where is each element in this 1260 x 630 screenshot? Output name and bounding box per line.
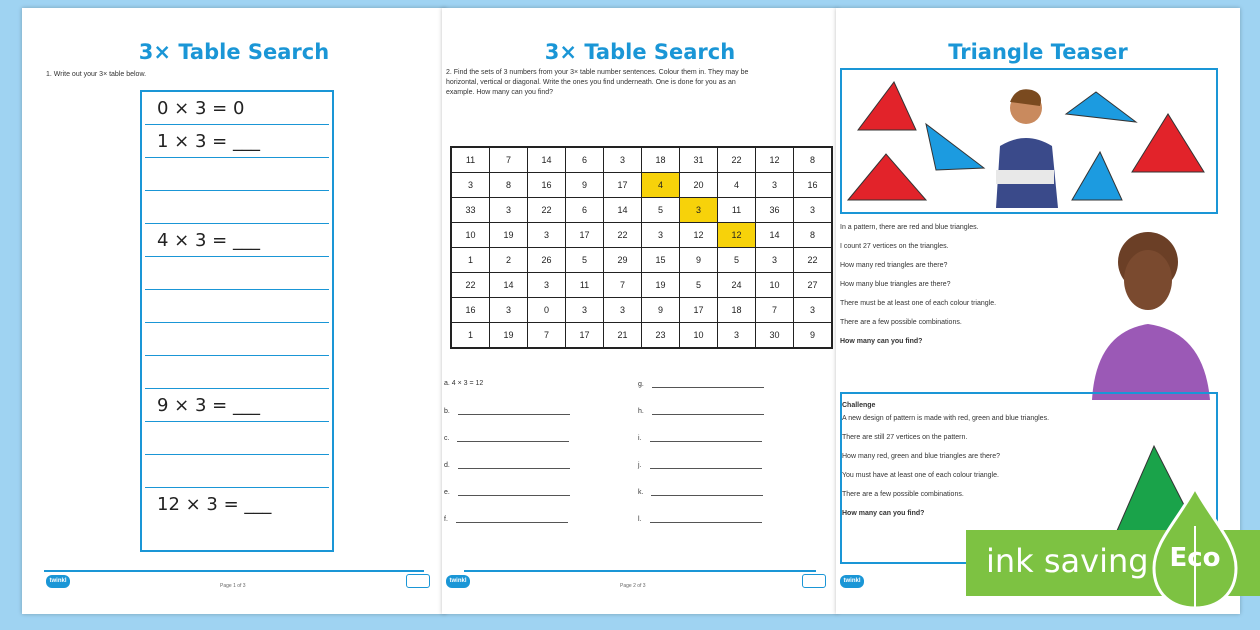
grid-cell[interactable]: 16 bbox=[451, 298, 490, 323]
grid-cell[interactable]: 26 bbox=[528, 248, 566, 273]
grid-row bbox=[451, 173, 832, 198]
grid-cell[interactable]: 1 bbox=[451, 248, 490, 273]
grid-cell[interactable]: 8 bbox=[794, 223, 833, 248]
answer-line[interactable] bbox=[444, 515, 568, 523]
twinkl-logo: twinkl bbox=[446, 575, 470, 588]
girl-illustration bbox=[1086, 224, 1216, 400]
grid-row bbox=[451, 198, 832, 223]
grid-row bbox=[451, 273, 832, 298]
challenge-text: There are still 27 vertices on the pattern. bbox=[842, 434, 968, 441]
grid-cell[interactable]: 17 bbox=[680, 298, 718, 323]
grid-cell[interactable]: 14 bbox=[604, 198, 642, 223]
grid-cell[interactable]: 31 bbox=[680, 147, 718, 173]
grid-cell[interactable]: 22 bbox=[604, 223, 642, 248]
grid-cell[interactable]: 5 bbox=[642, 198, 680, 223]
grid-cell[interactable]: 3 bbox=[604, 147, 642, 173]
grid-cell[interactable]: 24 bbox=[718, 273, 756, 298]
grid-cell[interactable]: 27 bbox=[794, 273, 833, 298]
grid-cell[interactable]: 19 bbox=[642, 273, 680, 298]
grid-row bbox=[451, 223, 832, 248]
grid-cell[interactable]: 6 bbox=[566, 147, 604, 173]
grid-cell[interactable]: 7 bbox=[490, 147, 528, 173]
grid-cell[interactable]: 10 bbox=[680, 323, 718, 349]
grid-cell[interactable]: 21 bbox=[604, 323, 642, 349]
ink-saving-label: ink saving bbox=[986, 542, 1149, 580]
grid-cell[interactable]: 3 bbox=[642, 223, 680, 248]
grid-cell[interactable]: 11 bbox=[566, 273, 604, 298]
grid-cell[interactable]: 23 bbox=[642, 323, 680, 349]
triangles-illustration bbox=[846, 72, 1216, 208]
answer-label: f. bbox=[444, 516, 448, 523]
grid-cell[interactable]: 18 bbox=[718, 298, 756, 323]
grid-cell[interactable]: 9 bbox=[680, 248, 718, 273]
grid-cell[interactable]: 2 bbox=[490, 248, 528, 273]
times-table-row[interactable]: 4 × 3 = ___ bbox=[145, 224, 329, 257]
times-table-row[interactable] bbox=[145, 191, 329, 224]
grid-cell[interactable]: 33 bbox=[451, 198, 490, 223]
red-triangle-shape bbox=[848, 154, 926, 200]
page-number: Page 2 of 3 bbox=[620, 583, 646, 589]
answer-label: g. bbox=[638, 381, 644, 388]
challenge-text: How many red, green and blue triangles are there? bbox=[842, 453, 1000, 460]
grid-cell[interactable]: 7 bbox=[528, 323, 566, 349]
answer-line[interactable] bbox=[638, 515, 762, 523]
answer-line[interactable] bbox=[638, 407, 764, 415]
grid-cell[interactable]: 5 bbox=[718, 248, 756, 273]
answer-line[interactable] bbox=[444, 380, 483, 387]
grid-row bbox=[451, 147, 832, 173]
grid-cell[interactable]: 7 bbox=[756, 298, 794, 323]
red-triangle-shape bbox=[858, 82, 916, 130]
answer-line[interactable] bbox=[444, 461, 570, 469]
footer-divider bbox=[464, 570, 816, 572]
answer-label: i. bbox=[638, 435, 642, 442]
answer-label: c. bbox=[444, 435, 450, 442]
grid-cell[interactable]: 10 bbox=[756, 273, 794, 298]
answer-line[interactable] bbox=[444, 434, 569, 442]
grid-cell[interactable]: 3 bbox=[718, 323, 756, 349]
grid-cell[interactable]: 11 bbox=[718, 198, 756, 223]
grid-cell[interactable]: 17 bbox=[566, 323, 604, 349]
answer-line[interactable] bbox=[638, 461, 762, 469]
challenge-text: How many can you find? bbox=[842, 510, 925, 517]
grid-cell[interactable]: 4 bbox=[642, 173, 680, 198]
answer-line[interactable] bbox=[638, 380, 764, 388]
grid-row bbox=[451, 323, 832, 349]
grid-cell[interactable]: 5 bbox=[566, 248, 604, 273]
grid-cell[interactable]: 22 bbox=[451, 273, 490, 298]
answer-line[interactable] bbox=[444, 488, 570, 496]
question-text: I count 27 vertices on the triangles. bbox=[840, 243, 949, 250]
blue-triangle-shape bbox=[1072, 152, 1122, 200]
question-text: How many red triangles are there? bbox=[840, 262, 948, 269]
grid-cell[interactable]: 19 bbox=[490, 323, 528, 349]
footer-badge-icon bbox=[802, 574, 826, 588]
page-number: Page 1 of 3 bbox=[220, 583, 246, 589]
grid-cell[interactable]: 16 bbox=[528, 173, 566, 198]
grid-cell[interactable]: 3 bbox=[756, 173, 794, 198]
instruction: 1. Write out your 3× table below. bbox=[46, 71, 147, 78]
blue-triangle-shape bbox=[926, 124, 984, 170]
grid-cell[interactable]: 3 bbox=[528, 223, 566, 248]
footer-divider bbox=[44, 570, 424, 572]
times-table-row[interactable]: 12 × 3 = ___ bbox=[157, 494, 272, 515]
number-grid bbox=[450, 146, 833, 349]
grid-cell[interactable]: 19 bbox=[490, 223, 528, 248]
times-table-row[interactable] bbox=[145, 323, 329, 356]
grid-cell[interactable]: 20 bbox=[680, 173, 718, 198]
question-text: In a pattern, there are red and blue triangles. bbox=[840, 224, 979, 231]
challenge-text: There are a few possible combinations. bbox=[842, 491, 964, 498]
grid-cell[interactable]: 7 bbox=[604, 273, 642, 298]
grid-cell[interactable]: 9 bbox=[642, 298, 680, 323]
times-table-row[interactable]: 1 × 3 = ___ bbox=[145, 125, 329, 158]
question-text: How many can you find? bbox=[840, 338, 923, 345]
times-table-row[interactable] bbox=[145, 257, 329, 290]
grid-row bbox=[451, 248, 832, 273]
grid-cell[interactable]: 10 bbox=[451, 223, 490, 248]
grid-cell[interactable]: 17 bbox=[604, 173, 642, 198]
thinking-boy-illustration bbox=[996, 89, 1058, 208]
times-table-box bbox=[140, 90, 334, 552]
grid-cell[interactable]: 14 bbox=[756, 223, 794, 248]
question-text: How many blue triangles are there? bbox=[840, 281, 951, 288]
answer-label: k. bbox=[638, 489, 644, 496]
grid-cell[interactable]: 15 bbox=[642, 248, 680, 273]
blue-triangle-shape bbox=[1066, 92, 1136, 122]
grid-cell[interactable]: 9 bbox=[794, 323, 833, 349]
answer-line[interactable] bbox=[638, 434, 762, 442]
grid-cell[interactable]: 12 bbox=[718, 223, 756, 248]
challenge-text: You must have at least one of each colour triangle. bbox=[842, 472, 999, 479]
times-table-row[interactable] bbox=[145, 158, 329, 191]
page-title: 3× Table Search bbox=[544, 40, 736, 64]
challenge-text: A new design of pattern is made with red, green and blue triangles. bbox=[842, 415, 1050, 422]
grid-cell[interactable]: 3 bbox=[566, 298, 604, 323]
times-table-row[interactable] bbox=[145, 422, 329, 455]
question-text: There are a few possible combinations. bbox=[840, 319, 962, 326]
answer-label: h. bbox=[638, 408, 644, 415]
times-table-row[interactable]: 9 × 3 = ___ bbox=[145, 389, 329, 422]
page-title: 3× Table Search bbox=[138, 40, 330, 64]
grid-cell[interactable]: 3 bbox=[794, 298, 833, 323]
grid-row bbox=[451, 298, 832, 323]
twinkl-logo: twinkl bbox=[840, 575, 864, 588]
answer-label: e. bbox=[444, 489, 450, 496]
grid-cell[interactable]: 8 bbox=[490, 173, 528, 198]
answer-label: j. bbox=[638, 462, 642, 469]
grid-cell[interactable]: 3 bbox=[604, 298, 642, 323]
grid-cell[interactable]: 0 bbox=[528, 298, 566, 323]
answer-label: d. bbox=[444, 462, 450, 469]
grid-cell[interactable]: 14 bbox=[528, 147, 566, 173]
eco-badge-label: Eco bbox=[1169, 543, 1221, 573]
grid-cell[interactable]: 6 bbox=[566, 198, 604, 223]
grid-cell[interactable]: 12 bbox=[680, 223, 718, 248]
grid-cell[interactable]: 8 bbox=[794, 147, 833, 173]
answer-line[interactable] bbox=[444, 407, 570, 415]
grid-cell[interactable]: 36 bbox=[756, 198, 794, 223]
grid-cell[interactable]: 3 bbox=[528, 273, 566, 298]
grid-cell[interactable]: 29 bbox=[604, 248, 642, 273]
times-table-row[interactable] bbox=[145, 356, 329, 389]
grid-cell[interactable]: 17 bbox=[566, 223, 604, 248]
grid-cell[interactable]: 3 bbox=[490, 298, 528, 323]
grid-cell[interactable]: 5 bbox=[680, 273, 718, 298]
grid-cell[interactable]: 30 bbox=[756, 323, 794, 349]
answer-line[interactable] bbox=[638, 488, 763, 496]
grid-cell[interactable]: 3 bbox=[680, 198, 718, 223]
grid-cell[interactable]: 4 bbox=[718, 173, 756, 198]
worksheet-page-2 bbox=[442, 8, 838, 614]
grid-cell[interactable]: 3 bbox=[794, 198, 833, 223]
worksheet-page-1 bbox=[22, 8, 446, 614]
grid-cell[interactable]: 3 bbox=[451, 173, 490, 198]
grid-cell[interactable]: 22 bbox=[794, 248, 833, 273]
grid-cell[interactable]: 12 bbox=[756, 147, 794, 173]
times-table-row[interactable] bbox=[145, 290, 329, 323]
grid-cell[interactable]: 22 bbox=[528, 198, 566, 223]
challenge-title: Challenge bbox=[842, 402, 876, 409]
twinkl-logo: twinkl bbox=[46, 575, 70, 588]
times-table-row[interactable]: 0 × 3 = 0 bbox=[145, 92, 329, 125]
grid-cell[interactable]: 11 bbox=[451, 147, 490, 173]
grid-cell[interactable]: 1 bbox=[451, 323, 490, 349]
answer-label: l. bbox=[638, 516, 642, 523]
answer-label: b. bbox=[444, 408, 450, 415]
grid-cell[interactable]: 3 bbox=[490, 198, 528, 223]
grid-cell[interactable]: 22 bbox=[718, 147, 756, 173]
red-triangle-shape bbox=[1132, 114, 1204, 172]
grid-cell[interactable]: 18 bbox=[642, 147, 680, 173]
grid-cell[interactable]: 14 bbox=[490, 273, 528, 298]
times-table-row[interactable] bbox=[145, 455, 329, 488]
answer-label: a. 4 × 3 = 12 bbox=[444, 380, 484, 387]
instruction: 2. Find the sets of 3 numbers from your 3× table number sentences. Colour them in. They may be horizontal, vertical or diagonal. Write the ones you find underneath. One is done for you as an example. How many can you find? bbox=[446, 69, 749, 96]
footer-badge-icon bbox=[406, 574, 430, 588]
page-title: Triangle Teaser bbox=[948, 40, 1128, 64]
grid-cell[interactable]: 3 bbox=[756, 248, 794, 273]
grid-cell[interactable]: 16 bbox=[794, 173, 833, 198]
question-text: There must be at least one of each colour triangle. bbox=[840, 300, 997, 307]
grid-cell[interactable]: 9 bbox=[566, 173, 604, 198]
